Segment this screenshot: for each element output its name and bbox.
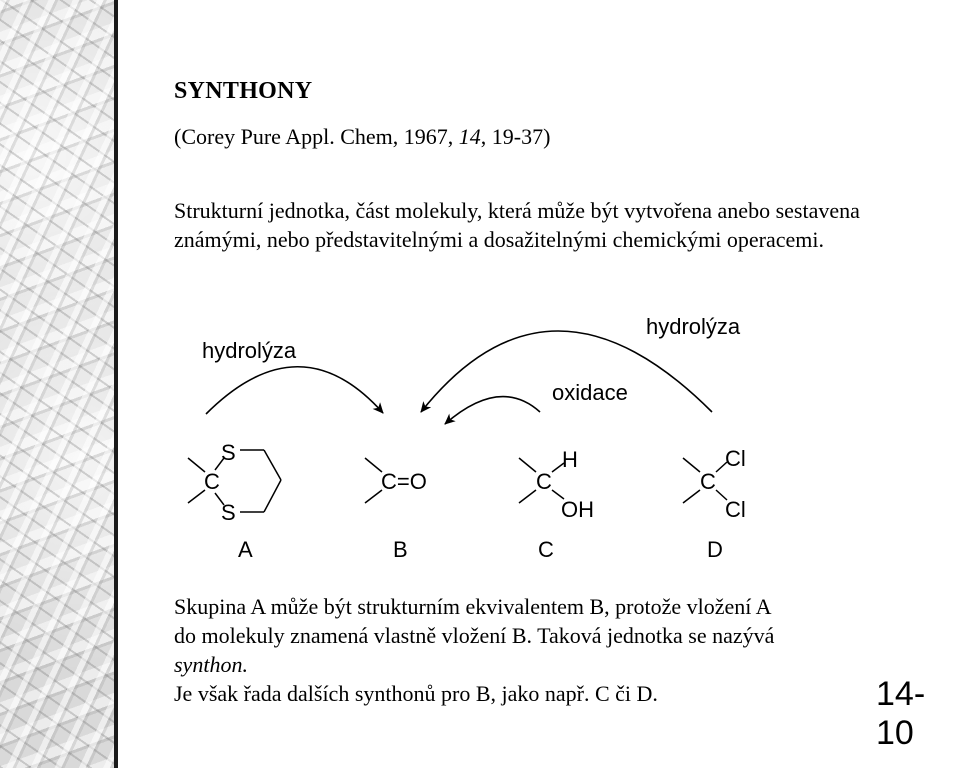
citation-volume: 14 [458, 124, 481, 149]
slide-title: SYNTHONY [174, 78, 313, 104]
atom-d-cl-top: Cl [725, 446, 746, 471]
label-a: A [238, 537, 253, 562]
atom-a-c: C [204, 469, 220, 494]
explanation-paragraph [174, 592, 894, 708]
explanation-line-4: Je však řada dalších synthonů pro B, jako např. C či D. [174, 681, 658, 706]
label-c: C [538, 537, 554, 562]
atom-c-oh: OH [561, 497, 594, 522]
label-oxidation: oxidace [552, 380, 628, 405]
molecule-b [365, 458, 382, 503]
explanation-line-2: do molekuly znamená vlastně vložení B. Taková jednotka se nazývá [174, 623, 775, 648]
atom-d-c: C [700, 469, 716, 494]
explanation-line-1: Skupina A může být strukturním ekvivalentem B, protože vložení A [174, 594, 772, 619]
explanation-line-3: synthon. [174, 652, 248, 677]
label-hydrolysis-right: hydrolýza [646, 314, 741, 339]
citation-prefix: (Corey Pure Appl. Chem, 1967, [174, 124, 459, 149]
atom-a-s-bottom: S [221, 500, 236, 525]
page-number: 14-10 [876, 675, 926, 752]
arrow-hydrolysis-left [206, 367, 383, 414]
label-b: B [393, 537, 408, 562]
atom-a-s-top: S [221, 440, 236, 465]
citation-suffix: , 19-37) [480, 124, 551, 149]
atom-d-cl-bottom: Cl [725, 497, 746, 522]
label-hydrolysis-left: hydrolýza [202, 338, 297, 363]
definition-paragraph: Strukturní jednotka, část molekuly, která může být vytvořena anebo sestavena známými, nebo představitelnými a dosažitelnými chemickými operacemi. [174, 198, 860, 252]
atom-c-h: H [562, 447, 578, 472]
label-d: D [707, 537, 723, 562]
atom-c-c: C [536, 469, 552, 494]
group-b-carbonyl: C=O [381, 469, 427, 494]
arrow-oxidation [445, 397, 540, 424]
